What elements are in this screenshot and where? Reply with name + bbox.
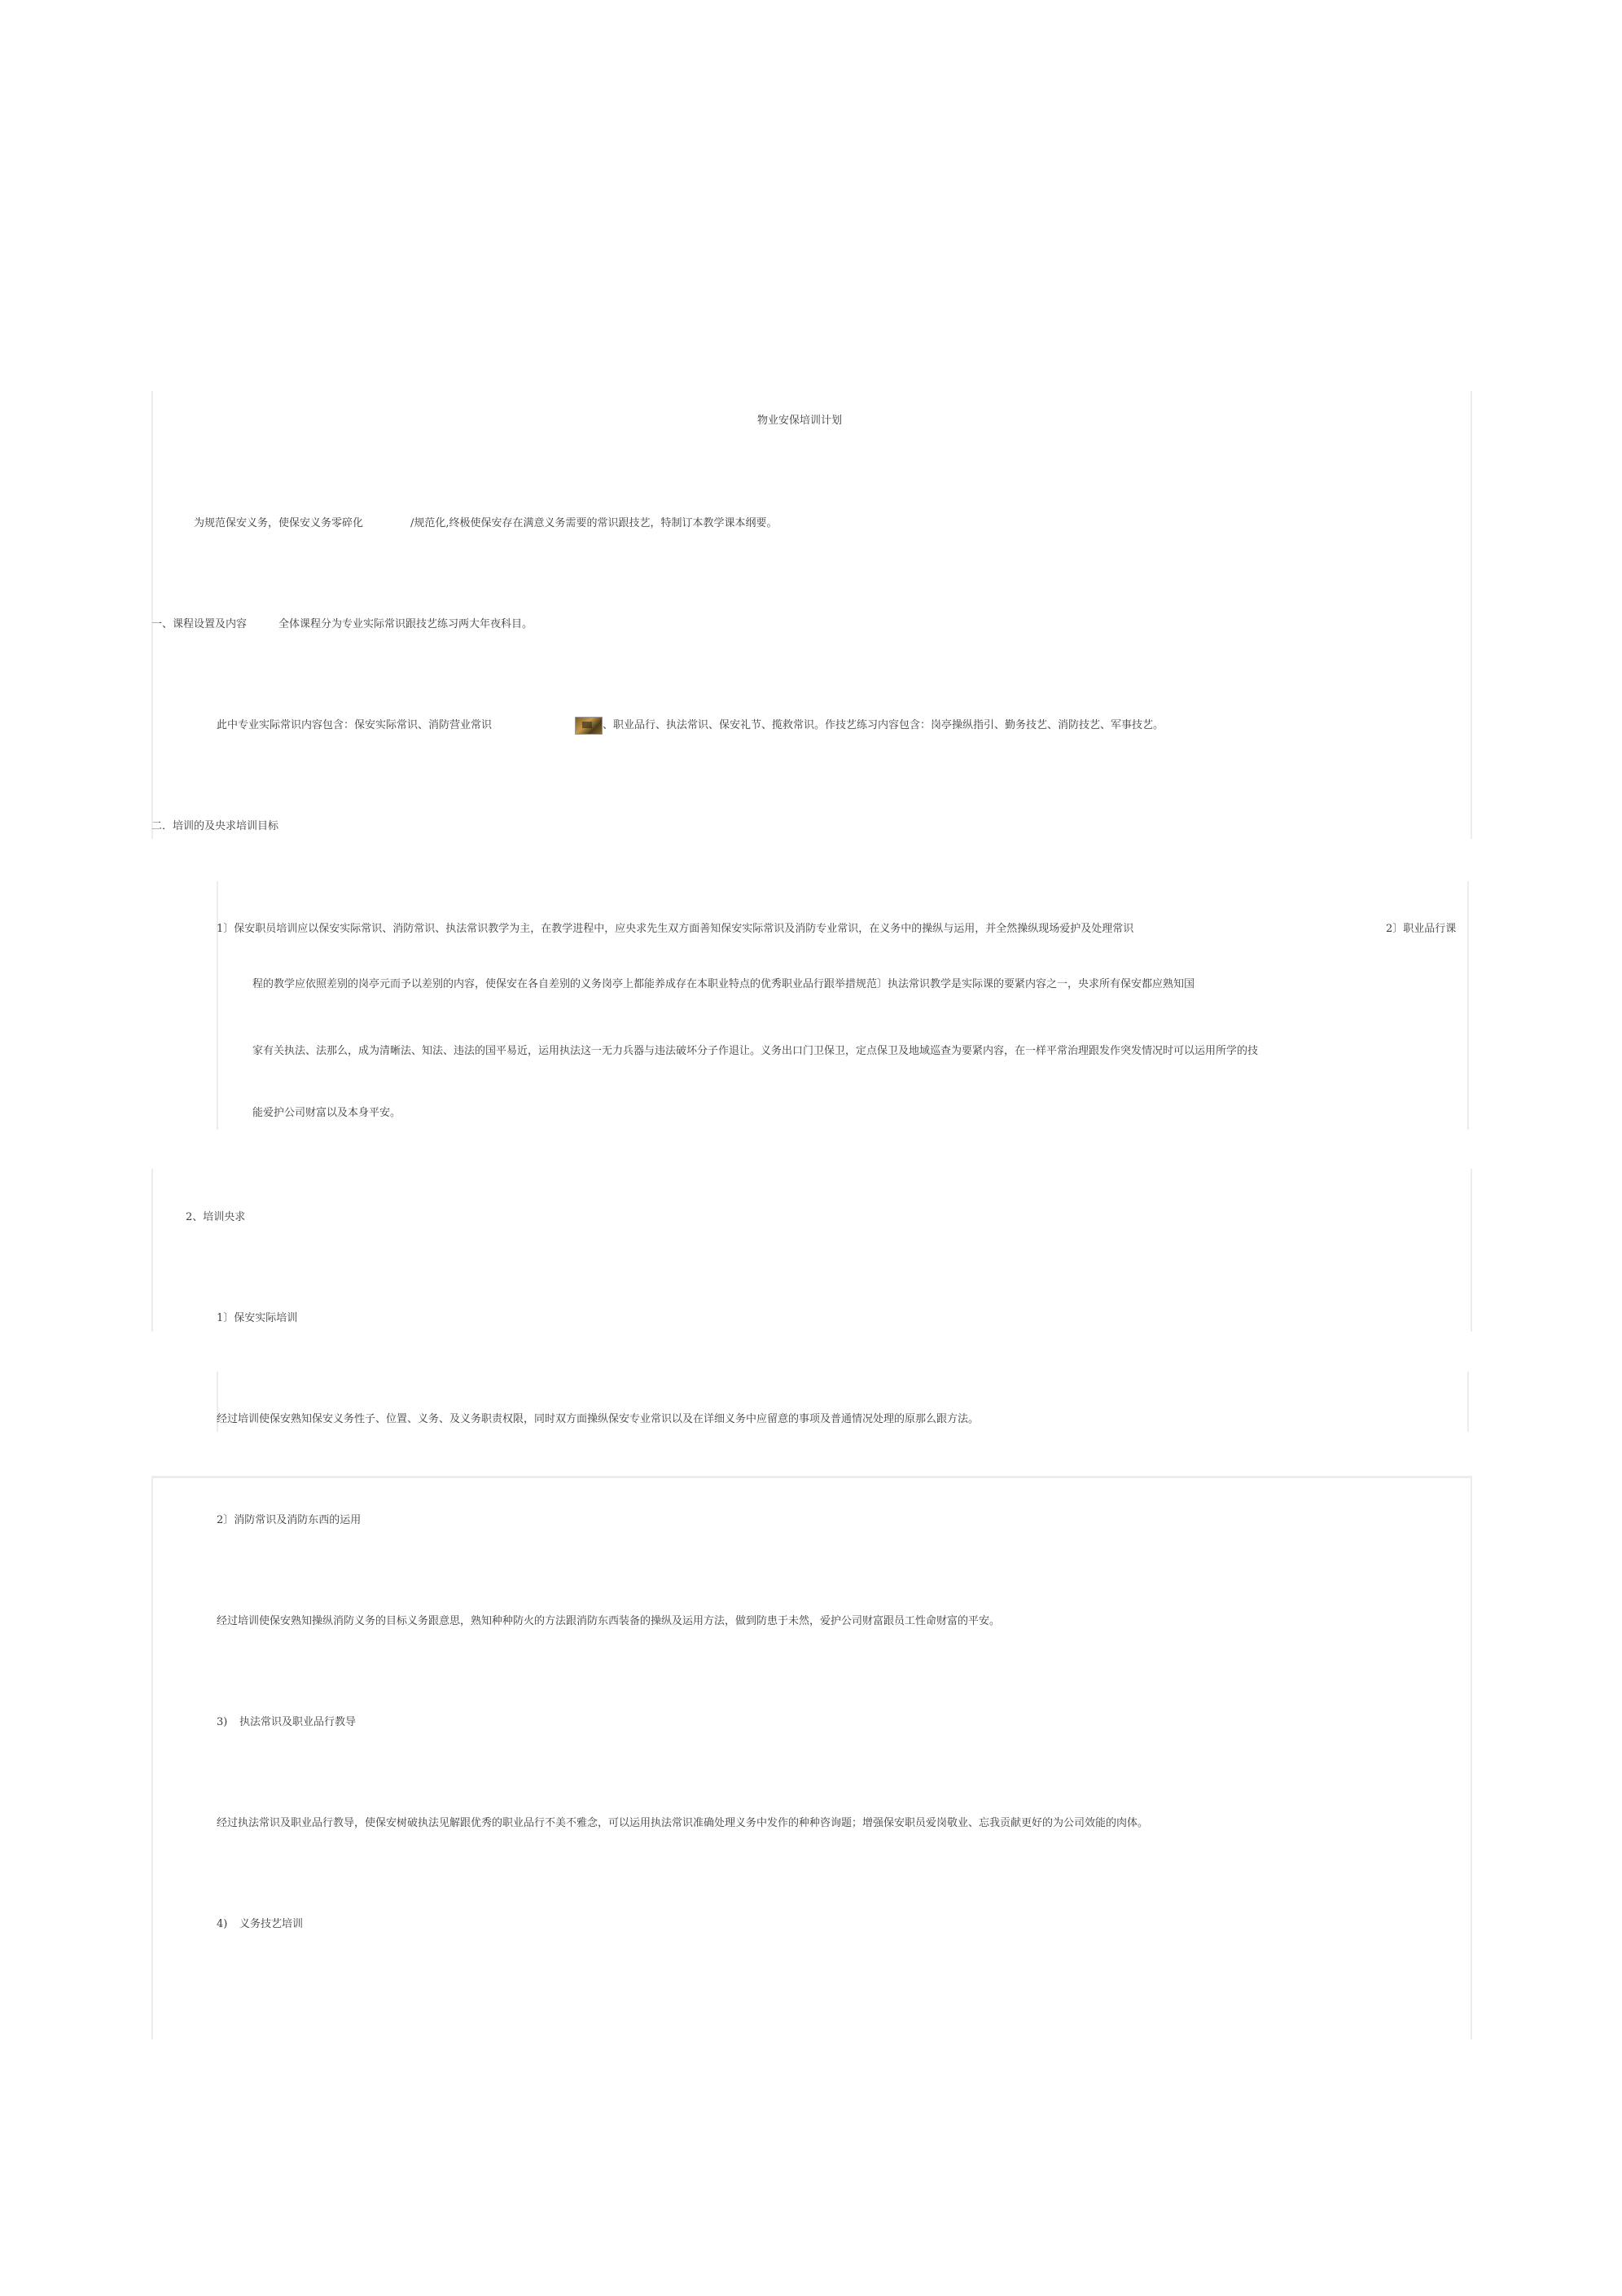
para1-line1-right: 2〕职业品行课 — [1386, 923, 1457, 935]
section2-heading: 二．培训的及央求培训目标 — [151, 820, 279, 832]
section1-text: 全体课程分为专业实际常识跟技艺练习两大年夜科目。 — [278, 618, 533, 630]
frame-line-left-1 — [151, 391, 153, 839]
sub2-heading: 2、培训央求 — [186, 1211, 246, 1223]
item1-heading: 1〕保安实际培训 — [217, 1312, 298, 1324]
para1-line1: 1〕保安职员培训应以保安实际常识、消防常识、执法常识教学为主，在教学进程中，应央求先生双方面善知保安实际常识及消防专业常识，在义务中的操纵与运用，并全然操纵现场爱护及处理常识 — [217, 923, 1134, 935]
para1-line4: 能爱护公司财富以及本身平安。 — [252, 1107, 401, 1119]
item3-heading-text: 执法常识及职业品行教导 — [239, 1716, 357, 1728]
frame-line-left-3 — [151, 1169, 153, 1332]
item2-text: 经过培训使保安熟知操纵消防义务的目标义务跟意思，熟知种种防火的方法跟消防东西装备的操纵及运用方法，做到防患于未然，爱护公司财富跟员工性命财富的平安。 — [217, 1615, 1001, 1627]
frame-line-right-1 — [1471, 391, 1472, 839]
item4-heading-text: 义务技艺培训 — [239, 1918, 304, 1930]
item2-heading: 2〕消防常识及消防东西的运用 — [217, 1514, 362, 1526]
para1-line2: 程的教学应依照差别的岗亭元而予以差别的内容，使保安在各自差别的义务岗亭上都能养成存在本职业特点的优秀职业品行跟举措规范〕执法常识教学是实际课的要紧内容之一，央求所有保安都应熟知国 — [252, 978, 1195, 990]
para1-line3: 家有关执法、法那么，成为清晰法、知法、违法的国平易近，运用执法这一无力兵器与违法破坏分子作退让。义务出口门卫保卫，定点保卫及地域巡查为要紧内容，在一样平常治理跟发作突发情况时可以运用所学的技 — [252, 1045, 1259, 1057]
item3-text: 经过执法常识及职业品行教导，使保安树破执法见解跟优秀的职业品行不美不雅念，可以运用执法常识准确处理义务中发作的种种咨询题；增强保安职员爱岗敬业、忘我贡献更好的为公司效能的肉体。 — [217, 1817, 1149, 1829]
frame-line-right-2 — [1467, 881, 1469, 1130]
page-title: 物业安保培训计划 — [757, 415, 843, 427]
frame-line-left-2 — [217, 881, 218, 1130]
section1-heading: 一、课程设置及内容 — [151, 618, 248, 630]
inline-thumbnail-image — [575, 717, 603, 735]
content-text-2: 、职业品行、执法常识、保安礼节、揽救常识。作技艺练习内容包含：岗亭操纵指引、勤务技艺、消防技艺、军事技艺。 — [603, 719, 1164, 731]
content-text-1: 此中专业实际常识内容包含：保安实际常识、消防营业常识 — [217, 719, 493, 731]
item1-text: 经过培训使保安熟知保安义务性子、位置、义务、及义务职责权限，同时双方面操纵保安专业常识以及在详细义务中应留意的事项及普通情况处理的原那么跟方法。 — [217, 1413, 980, 1425]
intro-text-2: /规范化,终极使保安存在满意义务需要的常识跟技艺，特制订本教学课本纲要。 — [410, 517, 778, 529]
item3-heading-num: 3) — [217, 1716, 228, 1728]
frame-line-top-5 — [151, 1476, 1472, 1478]
frame-line-right-5 — [1471, 1476, 1472, 2039]
frame-line-right-4 — [1467, 1372, 1469, 1432]
frame-line-right-3 — [1471, 1169, 1472, 1332]
frame-line-left-5 — [151, 1476, 153, 2039]
item4-heading-num: 4) — [217, 1918, 228, 1930]
intro-text-1: 为规范保安义务，使保安义务零碎化 — [194, 517, 364, 529]
